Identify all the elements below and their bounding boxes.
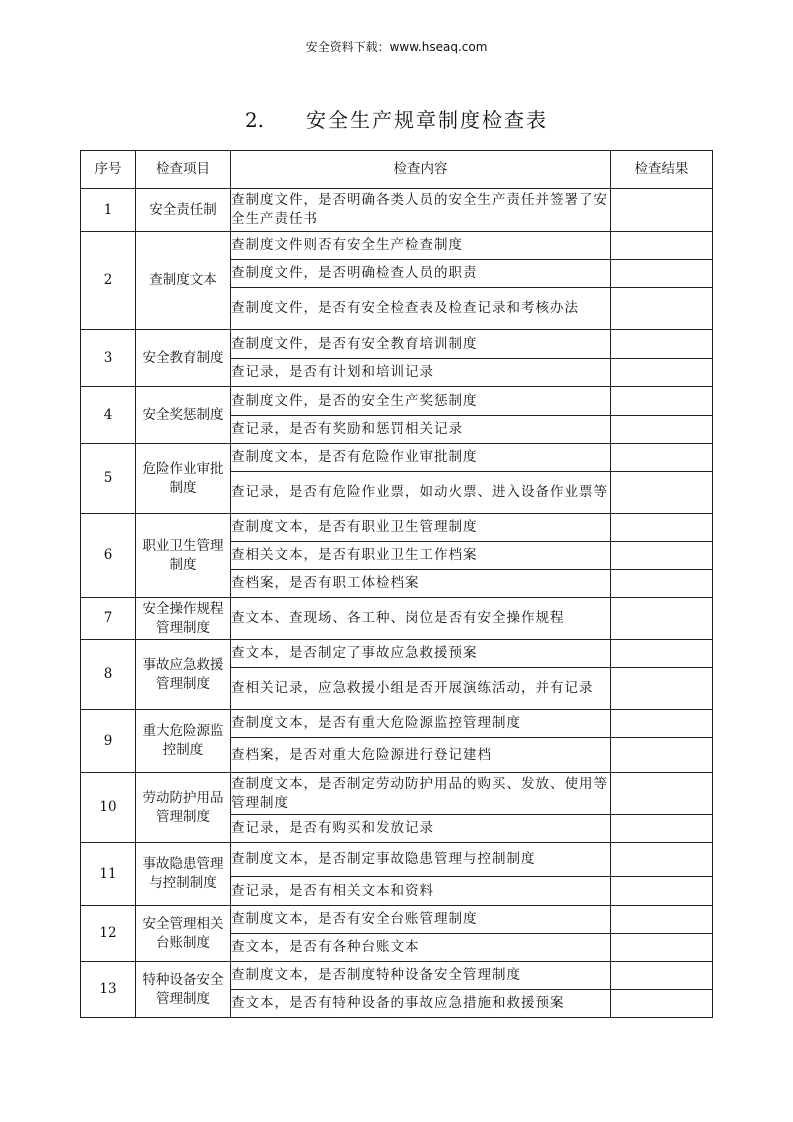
check-result-cell[interactable] <box>611 472 713 514</box>
check-result-cell[interactable] <box>611 416 713 444</box>
check-content-cell: 查记录，是否有相关文本和资料 <box>231 877 611 906</box>
table-row <box>81 514 713 542</box>
table-row <box>81 640 713 668</box>
check-content-cell: 查记录，是否有奖励和惩罚相关记录 <box>231 416 611 444</box>
check-result-cell[interactable] <box>611 330 713 359</box>
check-item-cell: 重大危险源监控制度 <box>136 710 231 773</box>
column-header-item: 检查项目 <box>136 151 231 189</box>
check-result-cell[interactable] <box>611 570 713 598</box>
check-content-cell: 查相关文本，是否有职业卫生工作档案 <box>231 542 611 570</box>
check-content-cell: 查文本、查现场、各工种、岗位是否有安全操作规程 <box>231 598 611 640</box>
check-content-cell: 查制度文本，是否制定劳动防护用品的购买、发放、使用等管理制度 <box>231 773 611 815</box>
check-result-cell[interactable] <box>611 710 713 738</box>
table-row <box>81 962 713 990</box>
column-header-content: 检查内容 <box>231 151 611 189</box>
table-row <box>81 598 713 640</box>
check-content-cell: 查文本，是否有各种台账文本 <box>231 934 611 962</box>
check-item-cell: 事故应急救援管理制度 <box>136 640 231 710</box>
check-item-cell: 查制度文本 <box>136 232 231 330</box>
check-result-cell[interactable] <box>611 906 713 934</box>
check-result-cell[interactable] <box>611 288 713 330</box>
check-result-cell[interactable] <box>611 990 713 1018</box>
seq-cell: 10 <box>81 773 136 843</box>
check-result-cell[interactable] <box>611 260 713 288</box>
check-content-cell: 查制度文件，是否明确检查人员的职责 <box>231 260 611 288</box>
check-item-cell: 安全操作规程管理制度 <box>136 598 231 640</box>
seq-cell: 5 <box>81 444 136 514</box>
seq-cell: 1 <box>81 189 136 232</box>
column-header-seq: 序号 <box>81 151 136 189</box>
title-text: 安全生产规章制度检查表 <box>306 108 549 132</box>
seq-cell: 11 <box>81 843 136 906</box>
check-content-cell: 查制度文本，是否有重大危险源监控管理制度 <box>231 710 611 738</box>
check-result-cell[interactable] <box>611 514 713 542</box>
check-content-cell: 查制度文本，是否有职业卫生管理制度 <box>231 514 611 542</box>
column-header-result: 检查结果 <box>611 151 713 189</box>
page-title <box>0 104 793 133</box>
check-result-cell[interactable] <box>611 189 713 232</box>
seq-cell: 7 <box>81 598 136 640</box>
check-result-cell[interactable] <box>611 444 713 472</box>
seq-cell: 8 <box>81 640 136 710</box>
check-result-cell[interactable] <box>611 843 713 877</box>
page-header: 安全资料下载：www.hseaq.com <box>305 40 488 54</box>
title-number: 2. <box>244 108 265 132</box>
table-row <box>81 773 713 815</box>
check-item-cell: 安全教育制度 <box>136 330 231 387</box>
seq-cell: 9 <box>81 710 136 773</box>
check-content-cell: 查制度文本，是否制度特种设备安全管理制度 <box>231 962 611 990</box>
seq-cell: 6 <box>81 514 136 598</box>
check-content-cell: 查记录，是否有购买和发放记录 <box>231 815 611 843</box>
check-content-cell: 查档案，是否对重大危险源进行登记建档 <box>231 738 611 773</box>
table-row <box>81 710 713 738</box>
check-result-cell[interactable] <box>611 640 713 668</box>
seq-cell: 2 <box>81 232 136 330</box>
seq-cell: 12 <box>81 906 136 962</box>
check-content-cell: 查记录，是否有危险作业票，如动火票、进入设备作业票等 <box>231 472 611 514</box>
table-row <box>81 189 713 232</box>
check-item-cell: 危险作业审批制度 <box>136 444 231 514</box>
check-item-cell: 事故隐患管理与控制制度 <box>136 843 231 906</box>
check-content-cell: 查相关记录，应急救援小组是否开展演练活动，并有记录 <box>231 668 611 710</box>
table-body <box>81 189 713 1018</box>
check-result-cell[interactable] <box>611 542 713 570</box>
check-result-cell[interactable] <box>611 387 713 416</box>
check-content-cell: 查制度文本，是否制定事故隐患管理与控制制度 <box>231 843 611 877</box>
check-result-cell[interactable] <box>611 668 713 710</box>
check-content-cell: 查制度文件，是否有安全检查表及检查记录和考核办法 <box>231 288 611 330</box>
check-content-cell: 查文本，是否有特种设备的事故应急措施和救援预案 <box>231 990 611 1018</box>
check-item-cell: 安全管理相关台账制度 <box>136 906 231 962</box>
seq-cell: 13 <box>81 962 136 1018</box>
check-result-cell[interactable] <box>611 934 713 962</box>
check-content-cell: 查文本，是否制定了事故应急救援预案 <box>231 640 611 668</box>
check-result-cell[interactable] <box>611 962 713 990</box>
check-item-cell: 安全责任制 <box>136 189 231 232</box>
check-content-cell: 查制度文本，是否有危险作业审批制度 <box>231 444 611 472</box>
check-content-cell: 查制度文件，是否明确各类人员的安全生产责任并签署了安全生产责任书 <box>231 189 611 232</box>
checklist-table <box>80 150 713 1018</box>
check-item-cell: 特种设备安全管理制度 <box>136 962 231 1018</box>
table-row <box>81 387 713 416</box>
seq-cell: 3 <box>81 330 136 387</box>
check-result-cell[interactable] <box>611 815 713 843</box>
table-row <box>81 906 713 934</box>
check-result-cell[interactable] <box>611 598 713 640</box>
table-header-row <box>81 151 713 189</box>
check-result-cell[interactable] <box>611 773 713 815</box>
check-content-cell: 查记录，是否有计划和培训记录 <box>231 359 611 387</box>
table-row <box>81 444 713 472</box>
table-row <box>81 330 713 359</box>
table-row <box>81 232 713 260</box>
check-item-cell: 劳动防护用品管理制度 <box>136 773 231 843</box>
check-content-cell: 查档案，是否有职工体检档案 <box>231 570 611 598</box>
check-content-cell: 查制度文件，是否有安全教育培训制度 <box>231 330 611 359</box>
check-result-cell[interactable] <box>611 232 713 260</box>
table-row <box>81 843 713 877</box>
seq-cell: 4 <box>81 387 136 444</box>
check-content-cell: 查制度文件则否有安全生产检查制度 <box>231 232 611 260</box>
check-result-cell[interactable] <box>611 738 713 773</box>
check-result-cell[interactable] <box>611 877 713 906</box>
check-item-cell: 职业卫生管理制度 <box>136 514 231 598</box>
check-content-cell: 查制度文件，是否的安全生产奖惩制度 <box>231 387 611 416</box>
check-content-cell: 查制度文本，是否有安全台账管理制度 <box>231 906 611 934</box>
check-result-cell[interactable] <box>611 359 713 387</box>
check-item-cell: 安全奖惩制度 <box>136 387 231 444</box>
